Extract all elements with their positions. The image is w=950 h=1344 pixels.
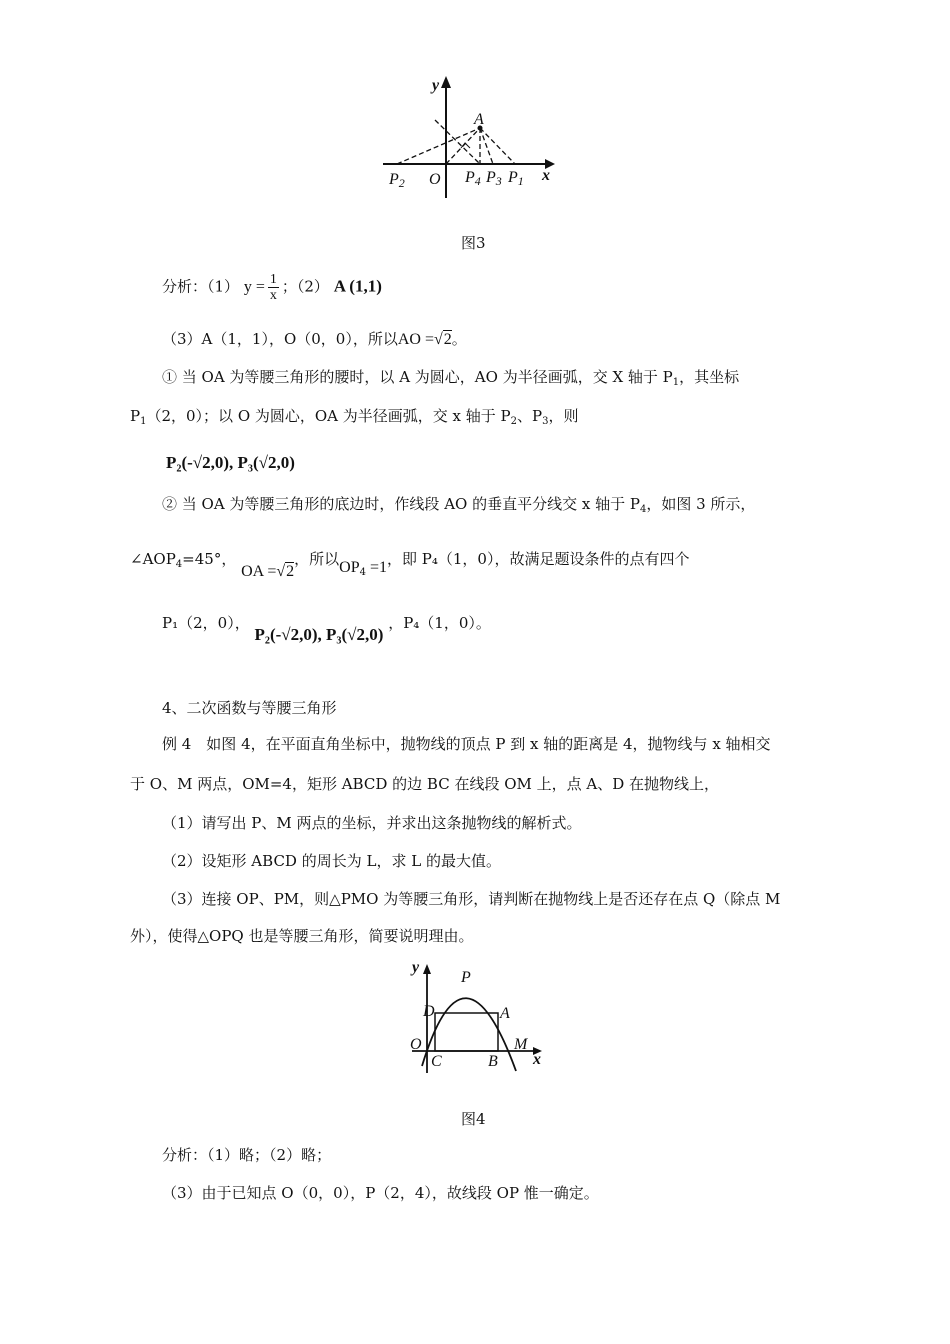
label-p1: P1 bbox=[508, 169, 524, 188]
question-3-line-1: （3）连接 OP、PM，则△PMO 为等腰三角形，请判断在抛物线上是否还存在点 Q（除点 M bbox=[162, 890, 781, 908]
rectangle-abcd bbox=[435, 1013, 498, 1051]
section-4-heading: 4、二次函数与等腰三角形 bbox=[162, 699, 337, 717]
label-y: y bbox=[432, 77, 440, 94]
case-1-line-a: ① 当 OA 为等腰三角形的腰时，以 A 为圆心，AO 为半径画弧，交 X 轴于 $P_1$，其坐标 bbox=[162, 368, 740, 388]
label-o: O bbox=[429, 171, 441, 188]
figure-3 bbox=[375, 70, 565, 200]
case-1-result: P₂(-√2,0), P₃(√2,0) bbox=[166, 453, 295, 472]
question-1: （1）请写出 P、M 两点的坐标，并求出这条抛物线的解析式。 bbox=[162, 814, 582, 832]
analysis-line-1: 分析：（1） y = $\frac{1}{x}$ ；（2） A (1,1) bbox=[162, 272, 382, 303]
label-y: y bbox=[412, 959, 420, 976]
label-b: B bbox=[488, 1053, 498, 1070]
example-4-line-2: 于 O、M 两点，OM=4，矩形 ABCD 的边 BC 在线段 OM 上，点 A、D 在抛物线上， bbox=[130, 775, 720, 793]
segment-a-p1 bbox=[480, 128, 515, 164]
analysis-2-line-2: （3）由于已知点 O（0，0），P（2，4），故线段 OP 惟一确定。 bbox=[162, 1184, 599, 1202]
example-4-line-1: 例 4 如图 4，在平面直角坐标中，抛物线的顶点 P 到 x 轴的距离是 4，抛物线与 x 轴相交 bbox=[162, 735, 771, 753]
case-2-line-a: ② 当 OA 为等腰三角形的底边时，作线段 AO 的垂直平分线交 x 轴于 $P_4$，如图 3 所示， bbox=[162, 495, 756, 515]
label-a: A bbox=[500, 1005, 510, 1022]
label-p: P bbox=[461, 969, 471, 986]
label-p3: P3 bbox=[486, 169, 502, 188]
label-m: M bbox=[514, 1036, 528, 1053]
label-o: O bbox=[410, 1036, 422, 1053]
label-p4: P4 bbox=[465, 169, 481, 188]
final-result-line: P₁（2，0）， P₂(-√2,0), P₃(√2,0) ，P₄（1，0）。 bbox=[162, 614, 491, 644]
y-axis-arrow-icon bbox=[441, 76, 451, 88]
case-1-line-b: $P_1(2$，0）；以 O 为圆心，OA 为半径画弧，交 x 轴于 $P_2$、$P_3$，则 bbox=[130, 407, 579, 427]
figure-4-caption: 图4 bbox=[461, 1110, 486, 1128]
segment-a-p3 bbox=[480, 128, 493, 164]
analysis-2-line-1: 分析：（1）略；（2）略； bbox=[162, 1146, 332, 1164]
case-2-line-b: $\angle AOP_4=45^\circ$， OA =√2，所以$OP_4 =1$，即 P₄（1，0），故满足题设条件的点有四个 bbox=[130, 550, 690, 580]
question-3-line-2: 外），使得△OPQ 也是等腰三角形，简要说明理由。 bbox=[130, 927, 474, 945]
label-d: D bbox=[423, 1003, 435, 1020]
label-p2: P2 bbox=[389, 171, 405, 190]
fraction-1-over-x: $\frac{1}{x}$ bbox=[269, 272, 277, 303]
label-c: C bbox=[431, 1053, 442, 1070]
label-x: x bbox=[533, 1051, 541, 1068]
figure-3-caption: 图3 bbox=[461, 234, 486, 252]
label-a: A bbox=[474, 111, 484, 128]
right-angle-mark bbox=[461, 143, 470, 148]
analysis-line-2: （3）A（1，1），O（0，0），所以AO =√2。 bbox=[162, 330, 467, 348]
label-x: x bbox=[542, 167, 550, 184]
y-axis-arrow-icon bbox=[423, 964, 431, 974]
question-2: （2）设矩形 ABCD 的周长为 L，求 L 的最大值。 bbox=[162, 852, 501, 870]
figure-4 bbox=[400, 958, 550, 1078]
